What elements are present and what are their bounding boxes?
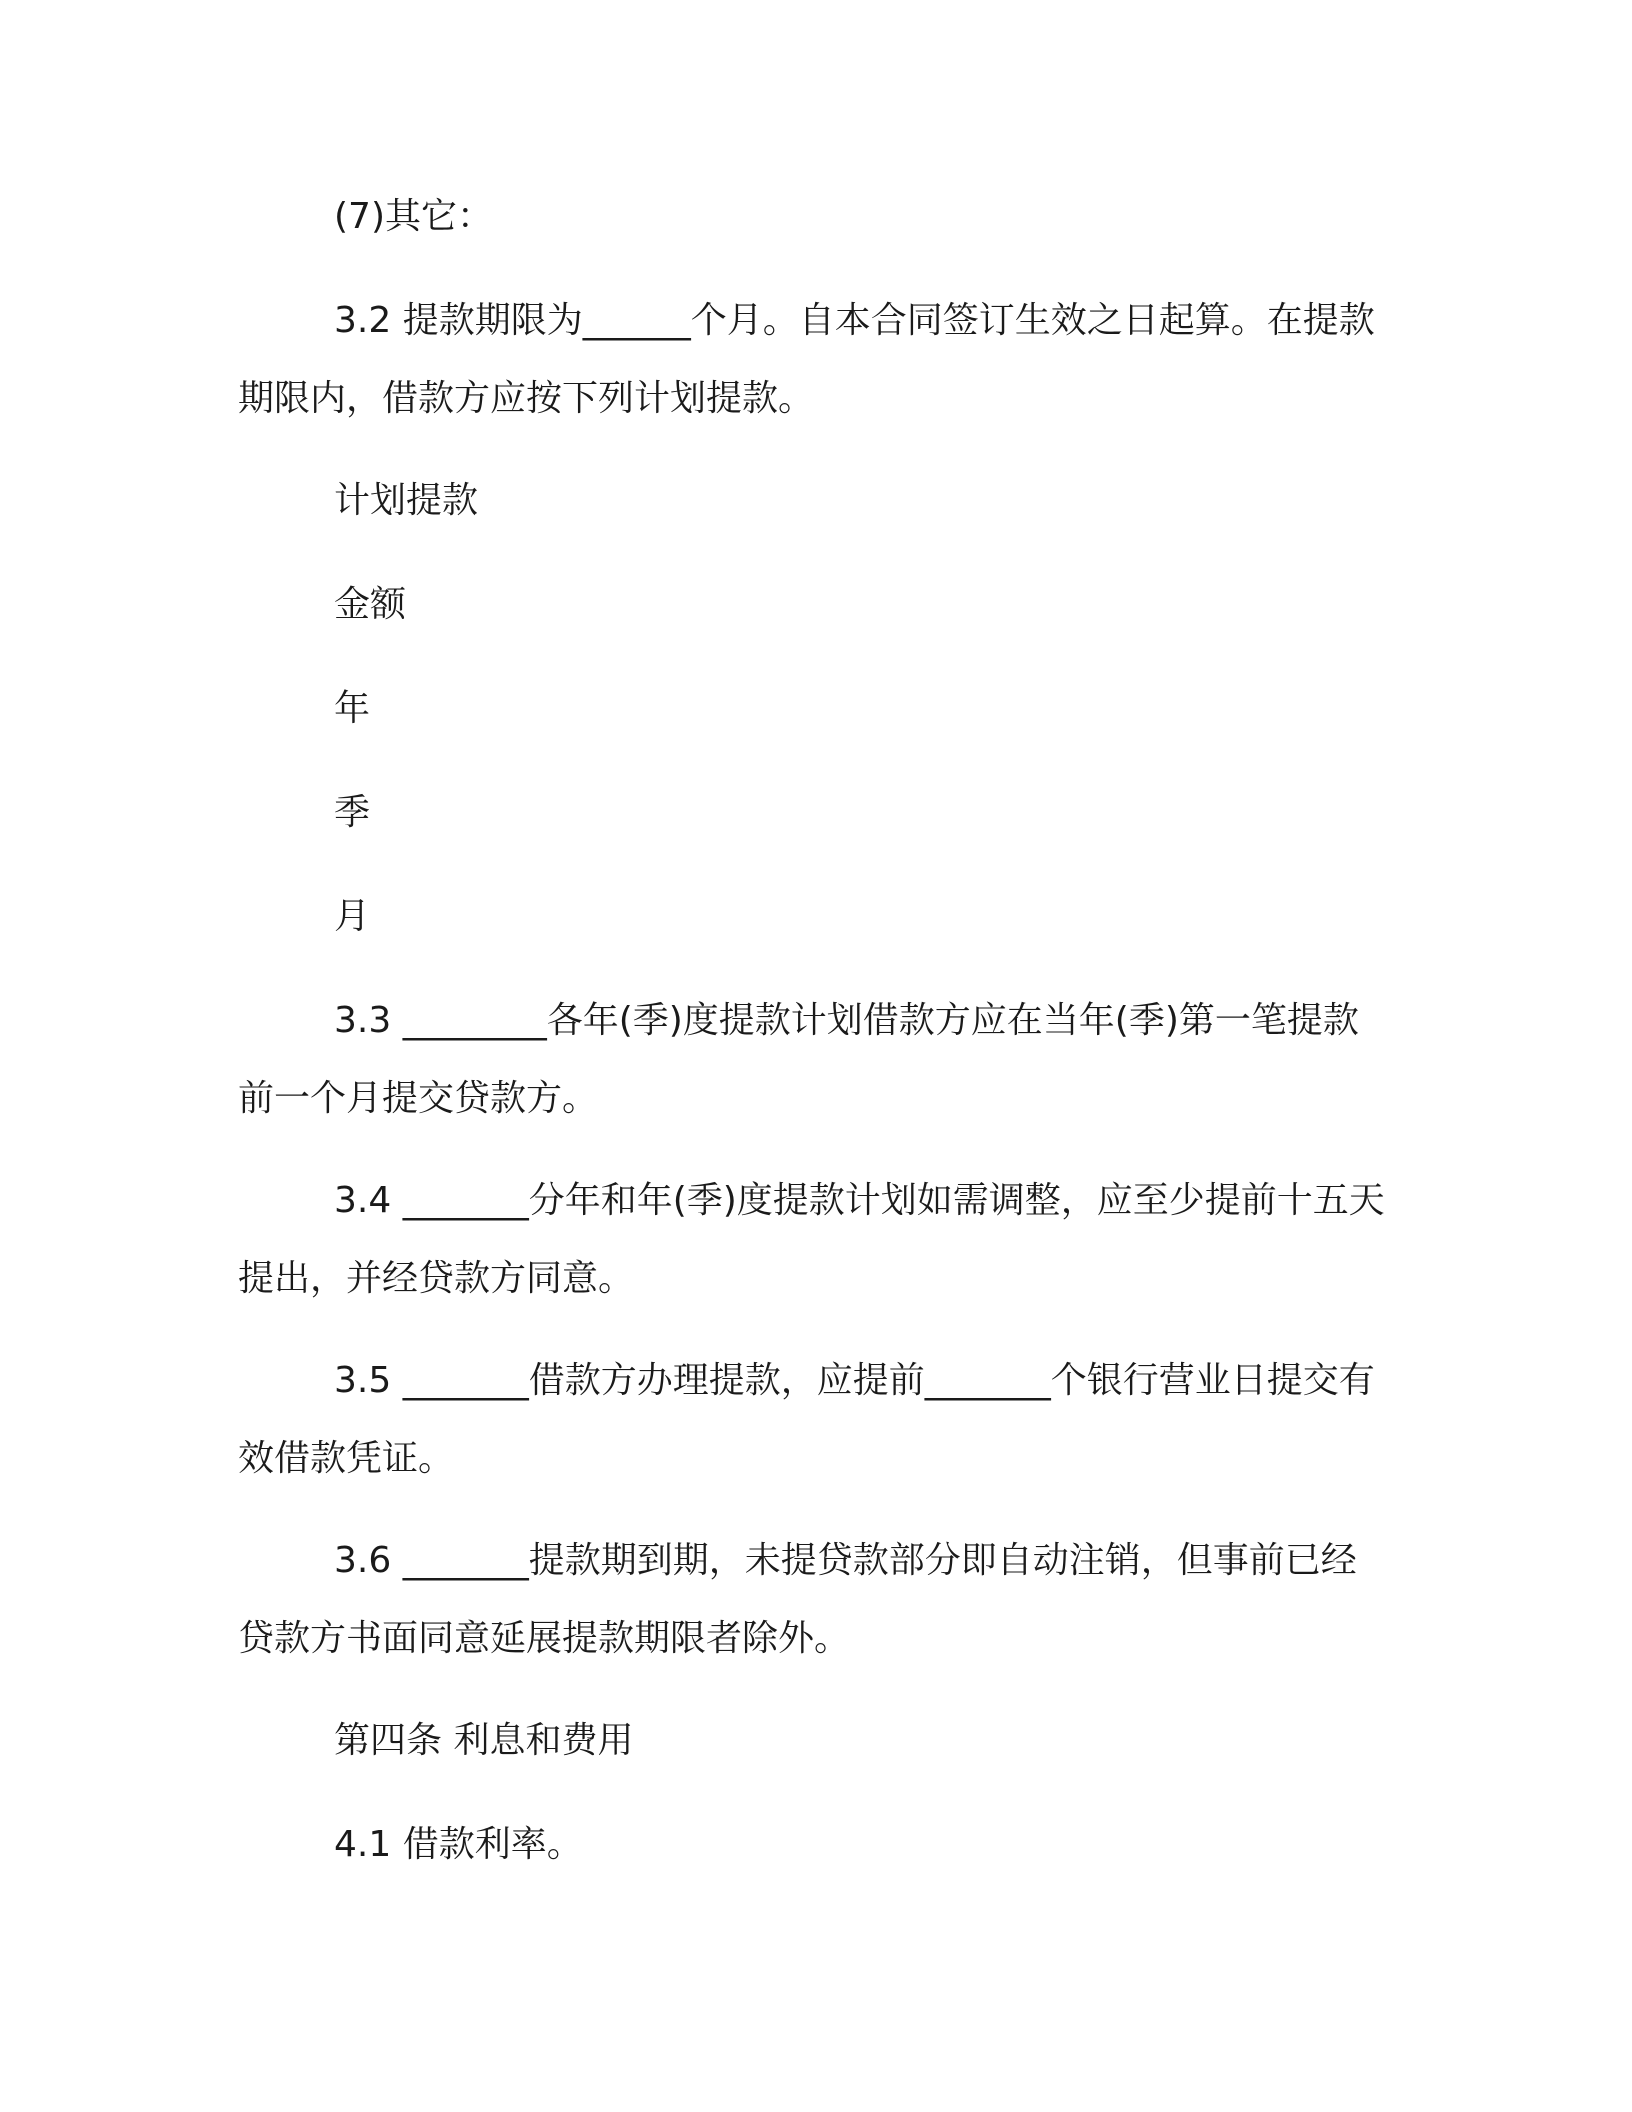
clause-3-4: 3.4 _______分年和年(季)度提款计划如需调整，应至少提前十五天提出，并经贷款方同意。: [238, 1180, 1385, 1299]
clause-4-1: 4.1 借款利率。: [334, 1824, 583, 1865]
label-quarter: 季: [334, 792, 371, 833]
clause-3-2: 3.2 提款期限为______个月。自本合同签订生效之日起算。在提款期限内，借款方应按下列计划提款。: [238, 300, 1375, 419]
clause-3-5: 3.5 _______借款方办理提款，应提前_______个银行营业日提交有效借款凭证。: [238, 1360, 1375, 1479]
article-4-heading: 第四条 利息和费用: [334, 1720, 634, 1761]
clause-3-6: 3.6 _______提款期到期，未提贷款部分即自动注销，但事前已经贷款方书面同意延展提款期限者除外。: [238, 1540, 1357, 1659]
label-amount: 金额: [334, 584, 407, 625]
label-planned-withdrawal: 计划提款: [334, 480, 479, 521]
clause-7-other: (7)其它：: [334, 196, 493, 237]
clause-3-3: 3.3 ________各年(季)度提款计划借款方应在当年(季)第一笔提款前一个月提交贷款方。: [238, 1000, 1359, 1119]
label-year: 年: [334, 688, 371, 729]
label-month: 月: [334, 896, 371, 937]
